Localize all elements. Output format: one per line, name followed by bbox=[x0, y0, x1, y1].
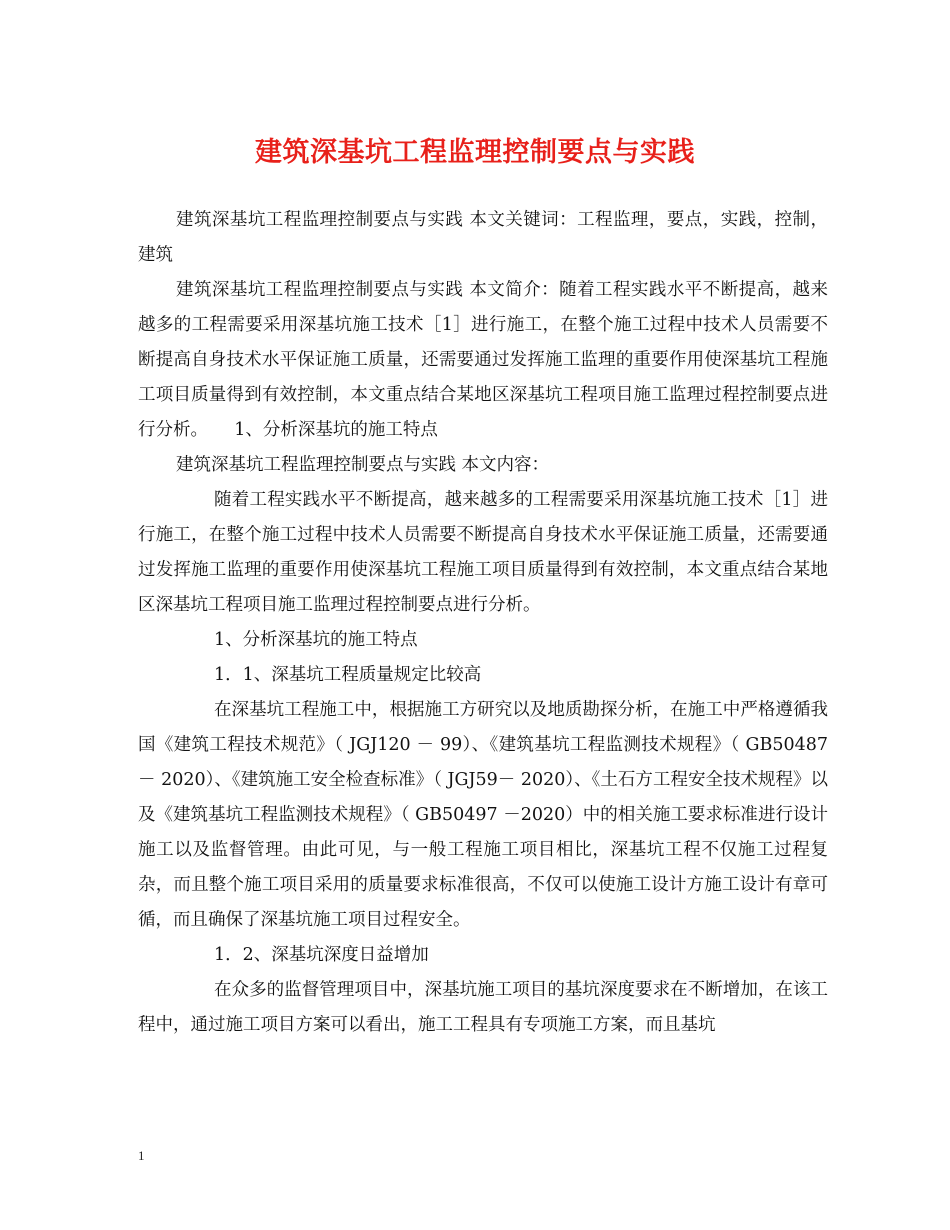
page-number: 1 bbox=[138, 1148, 145, 1163]
content-heading: 建筑深基坑工程监理控制要点与实践 本文内容： bbox=[176, 455, 550, 475]
subsection-heading-1-2: 1．2、深基坑深度日益增加 bbox=[214, 945, 429, 965]
summary-paragraph: 建筑深基坑工程监理控制要点与实践 本文简介：随着工程实践水平不断提高，越来越多的工程需要采用深基坑施工技术［1］进行施工，在整个施工过程中技术人员需要不断提高自身技术水平保证施工质量，还需要通过发挥施工监理的重要作用使深基坑工程施工项目质量得到有效控制，本文重点结合某地区深基坑工程项目施工监理过程控制要点进行分析。 1、分析深基坑的施工特点 bbox=[138, 280, 828, 440]
subsection-heading-1-1: 1．1、深基坑工程质量规定比较高 bbox=[214, 665, 482, 685]
standards-paragraph: 在深基坑工程施工中，根据施工方研究以及地质勘探分析，在施工中严格遵循我国《建筑工程技术规范》（ JGJ120 － 99）、《建筑基坑工程监测技术规程》（ GB50487 － 2020）、《建筑施工安全检查标准》（ JGJ59－ 2020）、《土石方工程安全技术规程》以及《建筑基坑工程监测技术规程》（ GB50497 －2020）中的相关施工要求标准进行设计施工以及监督管理。由此可见，与一般工程施工项目相比，深基坑工程不仅施工过程复杂，而且整个施工项目采用的质量要求标准很高，不仅可以使施工设计方施工设计有章可循，而且确保了深基坑施工项目过程安全。 bbox=[138, 700, 828, 930]
document-title: 建筑深基坑工程监理控制要点与实践 bbox=[255, 137, 695, 168]
document-body bbox=[138, 203, 828, 1043]
section-heading-1: 1、分析深基坑的施工特点 bbox=[214, 630, 418, 650]
depth-paragraph: 在众多的监督管理项目中，深基坑施工项目的基坑深度要求在不断增加，在该工程中，通过施工项目方案可以看出，施工工程具有专项施工方案，而且基坑 bbox=[138, 980, 828, 1035]
intro-paragraph: 随着工程实践水平不断提高，越来越多的工程需要采用深基坑施工技术［1］进行施工，在整个施工过程中技术人员需要不断提高自身技术水平保证施工质量，还需要通过发挥施工监理的重要作用使深基坑工程施工项目质量得到有效控制，本文重点结合某地区深基坑工程项目施工监理过程控制要点进行分析。 bbox=[138, 490, 828, 615]
keywords-paragraph: 建筑深基坑工程监理控制要点与实践 本文关键词：工程监理，要点，实践，控制，建筑 bbox=[138, 210, 828, 265]
